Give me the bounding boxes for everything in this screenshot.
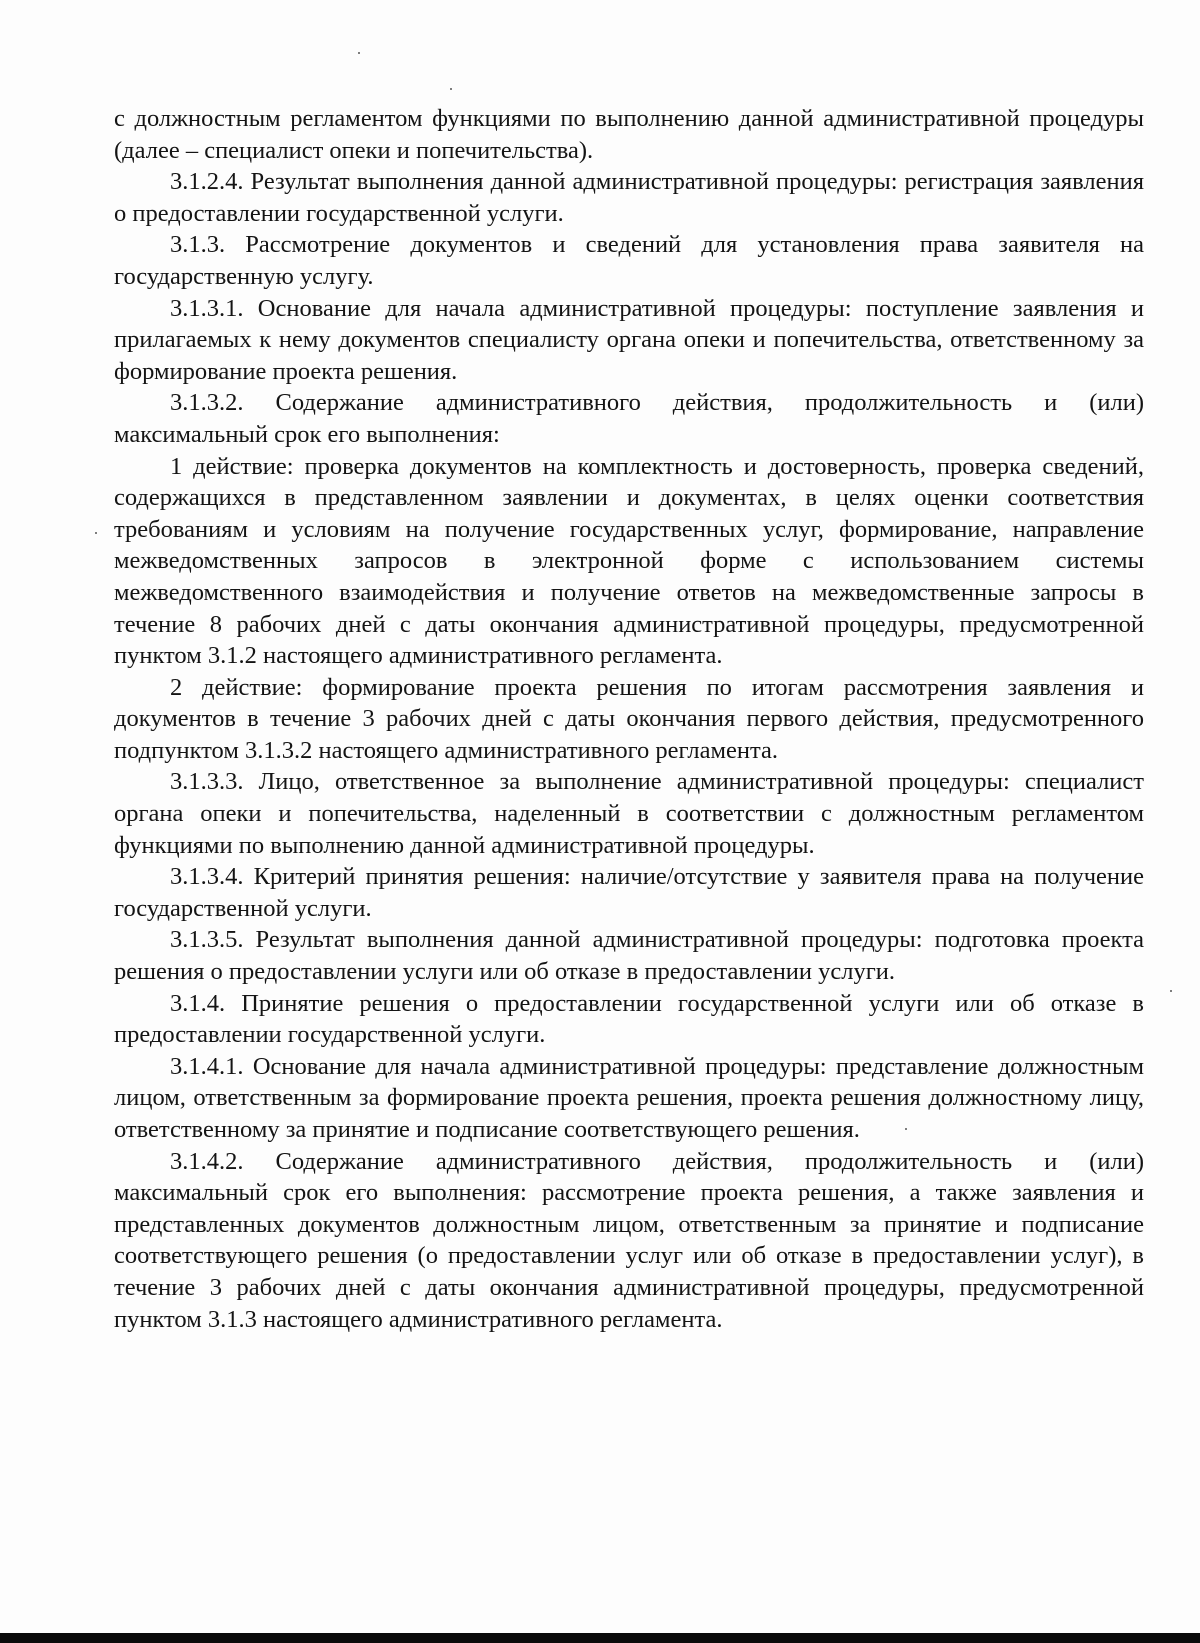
paragraph-3-1-4-2: 3.1.4.2. Содержание административного действия, продолжительность и (или) максимальный срок его выполнения: рассмотрение проекта решения, а также заявления и представленных документов должностным лицом, ответственным за принятие и подписание соответствующего решения (о предоставлении услуг или об отказе в предоставлении услуг), в течение 3 рабочих дней с даты окончания административной процедуры, предусмотренной пунктом 3.1.3 настоящего административного регламента. xyxy=(114,1147,1144,1333)
paragraph-3-1-2-4: 3.1.2.4. Результат выполнения данной административной процедуры: регистрация заявления о предоставлении государственной услуги. xyxy=(114,168,1144,227)
paragraph-3-1-3-5: 3.1.3.5. Результат выполнения данной административной процедуры: подготовка проекта решения о предоставлении услуги или об отказе в предоставлении услуги. xyxy=(114,926,1144,986)
paragraph-action-1: 1 действие: проверка документов на комплектность и достоверность, проверка сведений, содержащихся в представленном заявлении и документах, в целях оценки соответствия требованиям и условиям на получение государственных услуг, формирование, направление межведомственных запросов в электронной форме с использованием системы межведомственного взаимодействия и получение ответов на межведомственные запросы в течение 8 рабочих дней с даты окончания административной процедуры, предусмотренной пунктом 3.1.2 настоящего административного регламента. xyxy=(114,452,1144,670)
document-body xyxy=(114,103,1144,1335)
paragraph-action-2: 2 действие: формирование проекта решения по итогам рассмотрения заявления и документов в течение 3 рабочих дней с даты окончания первого действия, предусмотренного подпунктом 3.1.3.2 настоящего административного регламента. xyxy=(114,673,1144,764)
scan-speck xyxy=(95,532,97,534)
paragraph-3-1-3-2: 3.1.3.2. Содержание административного действия, продолжительность и (или) максимальный срок его выполнения: xyxy=(114,389,1144,448)
scan-bottom-edge xyxy=(0,1633,1200,1643)
paragraph-continuation: с должностным регламентом функциями по выполнению данной административной процедуры (далее – специалист опеки и попечительства). xyxy=(114,105,1144,164)
paragraph-3-1-4: 3.1.4. Принятие решения о предоставлении государственной услуги или об отказе в предоставлении государственной услуги. xyxy=(114,989,1144,1049)
paragraph-3-1-3: 3.1.3. Рассмотрение документов и сведений для установления права заявителя на государственную услугу. xyxy=(114,231,1144,290)
scan-speck xyxy=(358,52,360,54)
paragraph-3-1-4-1: 3.1.4.1. Основание для начала административной процедуры: представление должностным лицом, ответственным за формирование проекта решения, проекта решения должностному лицу, ответственному за принятие и подписание соответствующего решения. xyxy=(114,1052,1144,1143)
paragraph-3-1-3-4: 3.1.3.4. Критерий принятия решения: наличие/отсутствие у заявителя права на получение государственной услуги. xyxy=(114,863,1144,922)
scan-speck xyxy=(905,1128,907,1130)
paragraph-3-1-3-1: 3.1.3.1. Основание для начала административной процедуры: поступление заявления и прилагаемых к нему документов специалисту органа опеки и попечительства, ответственному за формирование проекта решения. xyxy=(114,294,1144,385)
paragraph-3-1-3-3: 3.1.3.3. Лицо, ответственное за выполнение административной процедуры: специалист органа опеки и попечительства, наделенный в соответствии с должностным регламентом функциями по выполнению данной административной процедуры. xyxy=(114,768,1144,859)
scan-speck xyxy=(450,88,452,90)
scan-speck xyxy=(1170,990,1172,992)
